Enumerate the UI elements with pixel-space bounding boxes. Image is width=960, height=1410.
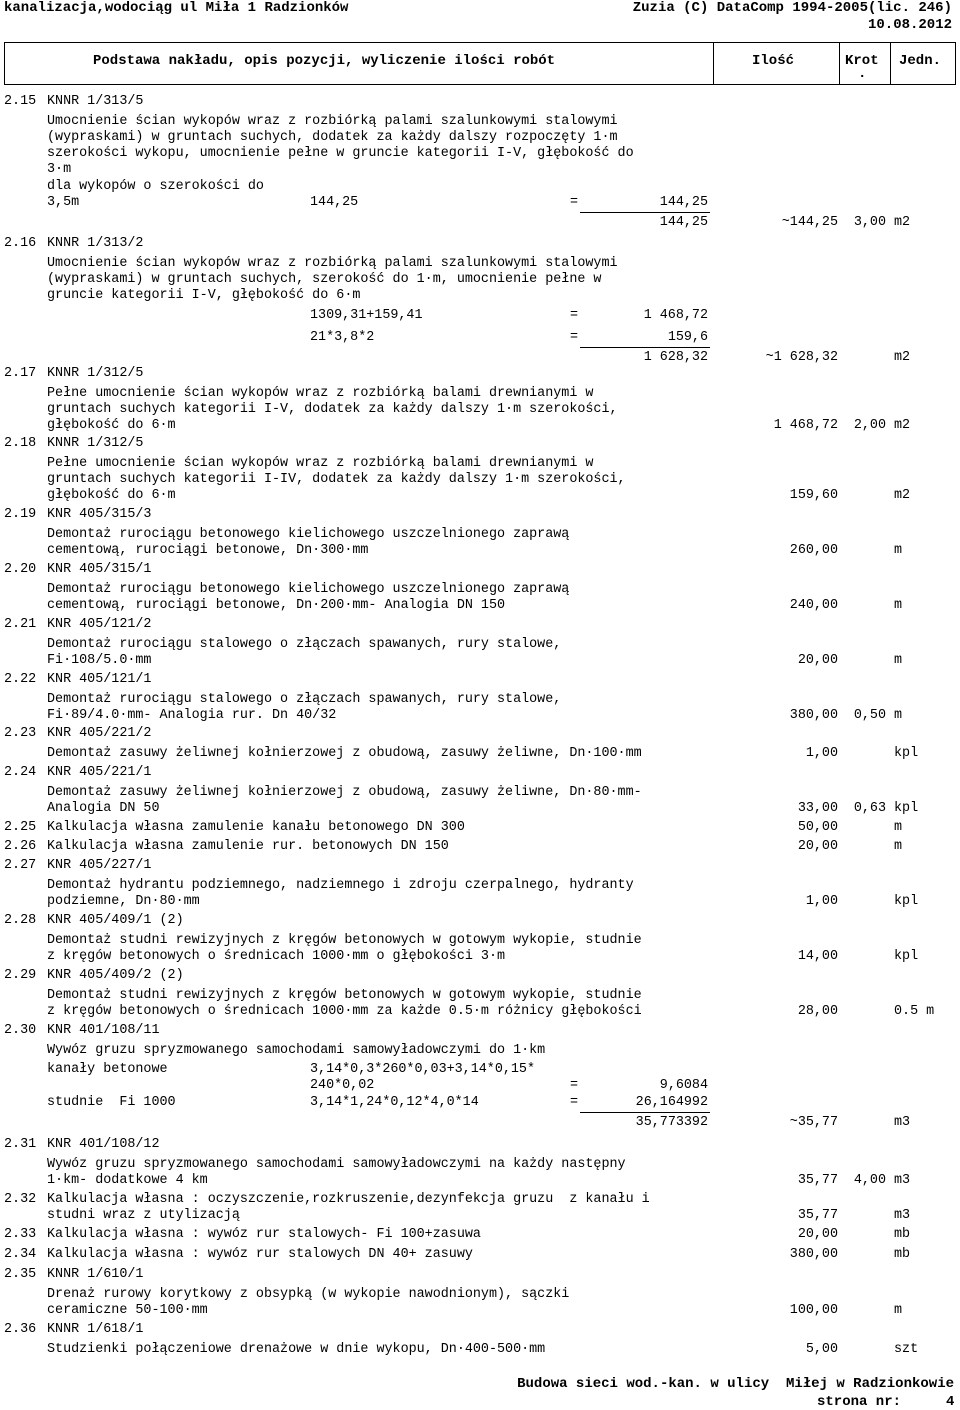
quantity: 20,00 [797,652,838,668]
norm-code: KNR 405/409/2 (2) [47,968,184,983]
position-number: 2.19 [4,507,37,522]
unit: mb [894,1247,911,1262]
unit: m3 [894,1114,911,1130]
sum-underline [580,1112,710,1113]
unit: m2 [894,349,911,365]
quantity: 240,00 [789,597,838,613]
quantity: 28,00 [797,1003,838,1019]
unit: m3 [894,1208,911,1224]
column-header-unit: Jedn. [899,53,942,69]
multiplier: 0,50 [853,707,886,723]
norm-code: KNNR 1/312/5 [47,366,144,381]
unit: m2 [894,488,911,504]
position-description: cementową, rurociągi betonowe, Dn·300·mm [47,542,369,558]
calc-equals: = [570,307,579,323]
position-description: Kalkulacja własna zamulenie kanału betonowego DN 300 [47,820,465,835]
quantity: 380,00 [789,707,838,723]
header-left-border [4,42,5,85]
quantity: 1 468,72 [773,418,838,434]
calc-expression: 21*3,8*2 [310,329,375,345]
position-number: 2.28 [4,913,37,928]
column-header-description: Podstawa nakładu, opis pozycji, wyliczenie ilości robót [93,53,556,69]
position-number: 2.18 [4,436,37,451]
unit: m [894,839,903,854]
position-description: (wypraskami) w gruntach suchych, dodatek za każdy dalszy rozpoczęty 1·m [47,129,618,145]
unit: m [894,707,903,723]
quantity: 35,77 [797,1208,838,1224]
position-number: 2.26 [4,839,37,854]
norm-code: KNR 405/315/1 [47,562,152,577]
position-number: 2.30 [4,1023,37,1038]
quantity: 20,00 [797,839,838,854]
position-description: Demontaż rurociągu betonowego kielichowego uszczelnionego zaprawą [47,526,570,542]
calc-expression: 1309,31+159,41 [310,307,423,323]
norm-code: KNR 405/221/1 [47,765,152,780]
calc-sum: 35,773392 [635,1114,708,1130]
multiplier: 3,00 [853,215,886,231]
calc-sum: 1 628,32 [643,349,708,365]
position-description: (wypraskami) w gruntach suchych, szerokość do 1·m, umocnienie pełne w [47,271,602,287]
calc-label: studnie Fi 1000 [47,1094,176,1110]
calc-value: 9,6084 [659,1078,708,1094]
position-number: 2.16 [4,236,37,251]
position-description: Kalkulacja własna : oczyszczenie,rozkruszenie,dezynfekcja gruzu z kanału i [47,1192,650,1207]
position-number: 2.32 [4,1192,37,1207]
unit: m2 [894,215,911,231]
multiplier: 0,63 [853,800,886,816]
norm-code: KNR 401/108/12 [47,1137,160,1152]
calc-label: 3,5m [47,195,80,210]
position-description: 3·m [47,162,72,178]
position-description: Kalkulacja własna : wywóz rur stalowych- Fi 100+zasuwa [47,1227,481,1242]
calc-expression: 3,14*1,24*0,12*4,0*14 [310,1094,479,1110]
position-description: studni wraz z utylizacją [47,1208,240,1224]
position-description: ceramiczne 50-100·mm [47,1302,208,1318]
calc-sum: 144,25 [659,215,708,231]
position-description: Demontaż studni rewizyjnych z kręgów betonowych w gotowym wykopie, studnie [47,987,642,1003]
unit: m [894,597,903,613]
position-description: Demontaż rurociągu stalowego o złączach spawanych, rury stalowe, [47,636,562,652]
quantity: 159,60 [789,488,838,504]
position-number: 2.21 [4,617,37,632]
header-bottom-border [4,84,956,85]
position-description: Fi·108/5.0·mm [47,652,152,668]
calc-label: kanały betonowe [47,1062,168,1077]
print-date: 10.08.2012 [867,17,952,33]
norm-code: KNNR 1/312/5 [47,436,144,451]
document-title: kanalizacja,wodociąg ul Miła 1 Radzionków [4,0,349,16]
position-description: Kalkulacja własna : wywóz rur stalowych DN 40+ zasuwy [47,1247,473,1262]
quantity: 1,00 [805,893,838,909]
position-description: głębokość do 6·m [47,488,176,504]
position-description: Umocnienie ścian wykopów wraz z rozbiórką palami szalunkowymi stalowymi [47,255,618,271]
unit: mb [894,1227,911,1242]
multiplier: 4,00 [853,1172,886,1188]
position-description: gruntach suchych kategorii I-IV, dodatek za każdy dalszy 1·m szerokości, [47,471,626,487]
multiplier: 2,00 [853,418,886,434]
unit: m [894,820,903,835]
quantity: 1,00 [805,745,838,761]
software-license: Zuzia (C) DataComp 1994-2005(lic. 246) [632,0,952,16]
position-number: 2.33 [4,1227,37,1242]
position-description: 1·km- dodatkowe 4 km [47,1172,208,1188]
norm-code: KNR 405/315/3 [47,507,152,522]
calc-value: 159,6 [667,329,708,345]
quantity: 5,00 [805,1341,838,1357]
quantity: 14,00 [797,948,838,964]
quantity: 50,00 [797,820,838,835]
position-number: 2.29 [4,968,37,983]
header-top-border [4,42,956,43]
header-right-border [955,42,956,85]
norm-code: KNNR 1/313/2 [47,236,144,251]
footer-page-number: 4 [946,1394,955,1410]
position-description: podziemne, Dn·80·mm [47,893,200,909]
norm-code: KNR 405/221/2 [47,726,152,741]
unit: 0.5 m [894,1003,935,1019]
position-number: 2.15 [4,94,37,109]
norm-code: KNR 405/227/1 [47,858,152,873]
position-number: 2.36 [4,1322,37,1337]
footer-project-title: Budowa sieci wod.-kan. w ulicy Miłej w Radzionkowie [517,1376,954,1392]
position-description: Pełne umocnienie ścian wykopów wraz z rozbiórką balami drewnianymi w [47,455,594,471]
footer-page-label: strona nr: [817,1394,902,1410]
quantity: ~1 628,32 [765,349,838,365]
position-description: Kalkulacja własna zamulenie rur. betonowych DN 150 [47,839,449,854]
norm-code: KNR 405/121/2 [47,617,152,632]
norm-code: KNNR 1/610/1 [47,1267,144,1282]
position-description: Wywóz gruzu spryzmowanego samochodami samowyładowczymi na każdy następny [47,1156,626,1172]
unit: m2 [894,418,911,434]
position-number: 2.31 [4,1137,37,1152]
position-number: 2.23 [4,726,37,741]
header-divider-qty [713,42,714,85]
position-description: Wywóz gruzu spryzmowanego samochodami samowyładowczymi do 1·km [47,1042,546,1058]
unit: m3 [894,1172,911,1188]
quantity: ~35,77 [789,1114,838,1130]
calc-equals: = [570,1094,579,1110]
position-description: gruncie kategorii I-V, głębokość do 6·m [47,288,361,304]
position-description: z kręgów betonowych o średnicach 1000·mm o głębokości 3·m [47,948,506,964]
calc-equals: = [570,329,579,345]
unit: m [894,542,903,558]
position-description: Pełne umocnienie ścian wykopów wraz z rozbiórką balami drewnianymi w [47,385,594,401]
calc-equals: = [570,195,579,210]
unit: szt [894,1341,919,1357]
position-description: Studzienki połączeniowe drenażowe w dnie wykopu, Dn·400-500·mm [47,1341,546,1357]
position-description: Demontaż zasuwy żeliwnej kołnierzowej z obudową, zasuwy żeliwne, Dn·100·mm [47,745,642,761]
norm-code: KNNR 1/313/5 [47,94,144,109]
position-description: gruntach suchych kategorii I-V, dodatek za każdy dalszy 1·m szerokości, [47,401,618,417]
unit: kpl [894,948,919,964]
sum-underline [580,347,710,348]
header-divider-unit [890,42,891,85]
position-description: Fi·89/4.0·mm- Analogia rur. Dn 40/32 [47,707,337,723]
position-description: Umocnienie ścian wykopów wraz z rozbiórką palami szalunkowymi stalowymi [47,113,618,129]
calc-expression: 144,25 [310,195,359,210]
column-header-qty: Ilość [752,53,795,69]
position-description: Demontaż rurociągu betonowego kielichowego uszczelnionego zaprawą [47,581,570,597]
position-number: 2.22 [4,672,37,687]
position-number: 2.24 [4,765,37,780]
column-header-krot-dot: . [858,66,867,82]
calc-equals: = [570,1078,579,1094]
unit: kpl [894,745,919,761]
position-number: 2.25 [4,820,37,835]
position-number: 2.17 [4,366,37,381]
quantity: 20,00 [797,1227,838,1242]
unit: kpl [894,800,919,816]
position-number: 2.35 [4,1267,37,1282]
calc-value: 144,25 [659,195,708,210]
position-description: szerokości wykopu, umocnienie pełne w gruncie kategorii I-V, głębokość do [47,146,634,162]
quantity: 380,00 [789,1247,838,1262]
norm-code: KNR 401/108/11 [47,1023,160,1038]
unit: kpl [894,893,919,909]
position-description: Demontaż rurociągu stalowego o złączach spawanych, rury stalowe, [47,691,562,707]
column-header-krot: Krot [845,53,879,69]
norm-code: KNR 405/121/1 [47,672,152,687]
position-description: dla wykopów o szerokości do [47,178,264,194]
quantity: 260,00 [789,542,838,558]
norm-code: KNNR 1/618/1 [47,1322,144,1337]
position-description: Demontaż studni rewizyjnych z kręgów betonowych w gotowym wykopie, studnie [47,932,642,948]
calc-expression: 240*0,02 [310,1078,375,1094]
position-description: Analogia DN 50 [47,800,160,816]
calc-value: 26,164992 [635,1094,708,1110]
position-description: z kręgów betonowych o średnicach 1000·mm za każde 0.5·m różnicy głębokości [47,1003,642,1019]
quantity: ~144,25 [781,215,838,231]
norm-code: KNR 405/409/1 (2) [47,913,184,928]
position-description: Demontaż hydrantu podziemnego, nadziemnego i zdroju czerpalnego, hydranty [47,877,634,893]
position-description: głębokość do 6·m [47,418,176,434]
unit: m [894,652,903,668]
position-description: cementową, rurociągi betonowe, Dn·200·mm- Analogia DN 150 [47,597,506,613]
header-divider-krot [839,42,840,85]
position-number: 2.27 [4,858,37,873]
quantity: 33,00 [797,800,838,816]
quantity: 100,00 [789,1302,838,1318]
position-description: Drenaż rurowy korytkowy z obsypką (w wykopie nawodnionym), sączki [47,1286,570,1302]
position-number: 2.20 [4,562,37,577]
calc-expression: 3,14*0,3*260*0,03+3,14*0,15* [310,1062,535,1077]
calc-value: 1 468,72 [643,307,708,323]
position-description: Demontaż zasuwy żeliwnej kołnierzowej z obudową, zasuwy żeliwne, Dn·80·mm- [47,784,642,800]
position-number: 2.34 [4,1247,37,1262]
sum-underline [580,212,710,213]
quantity: 35,77 [797,1172,838,1188]
unit: m [894,1302,903,1318]
